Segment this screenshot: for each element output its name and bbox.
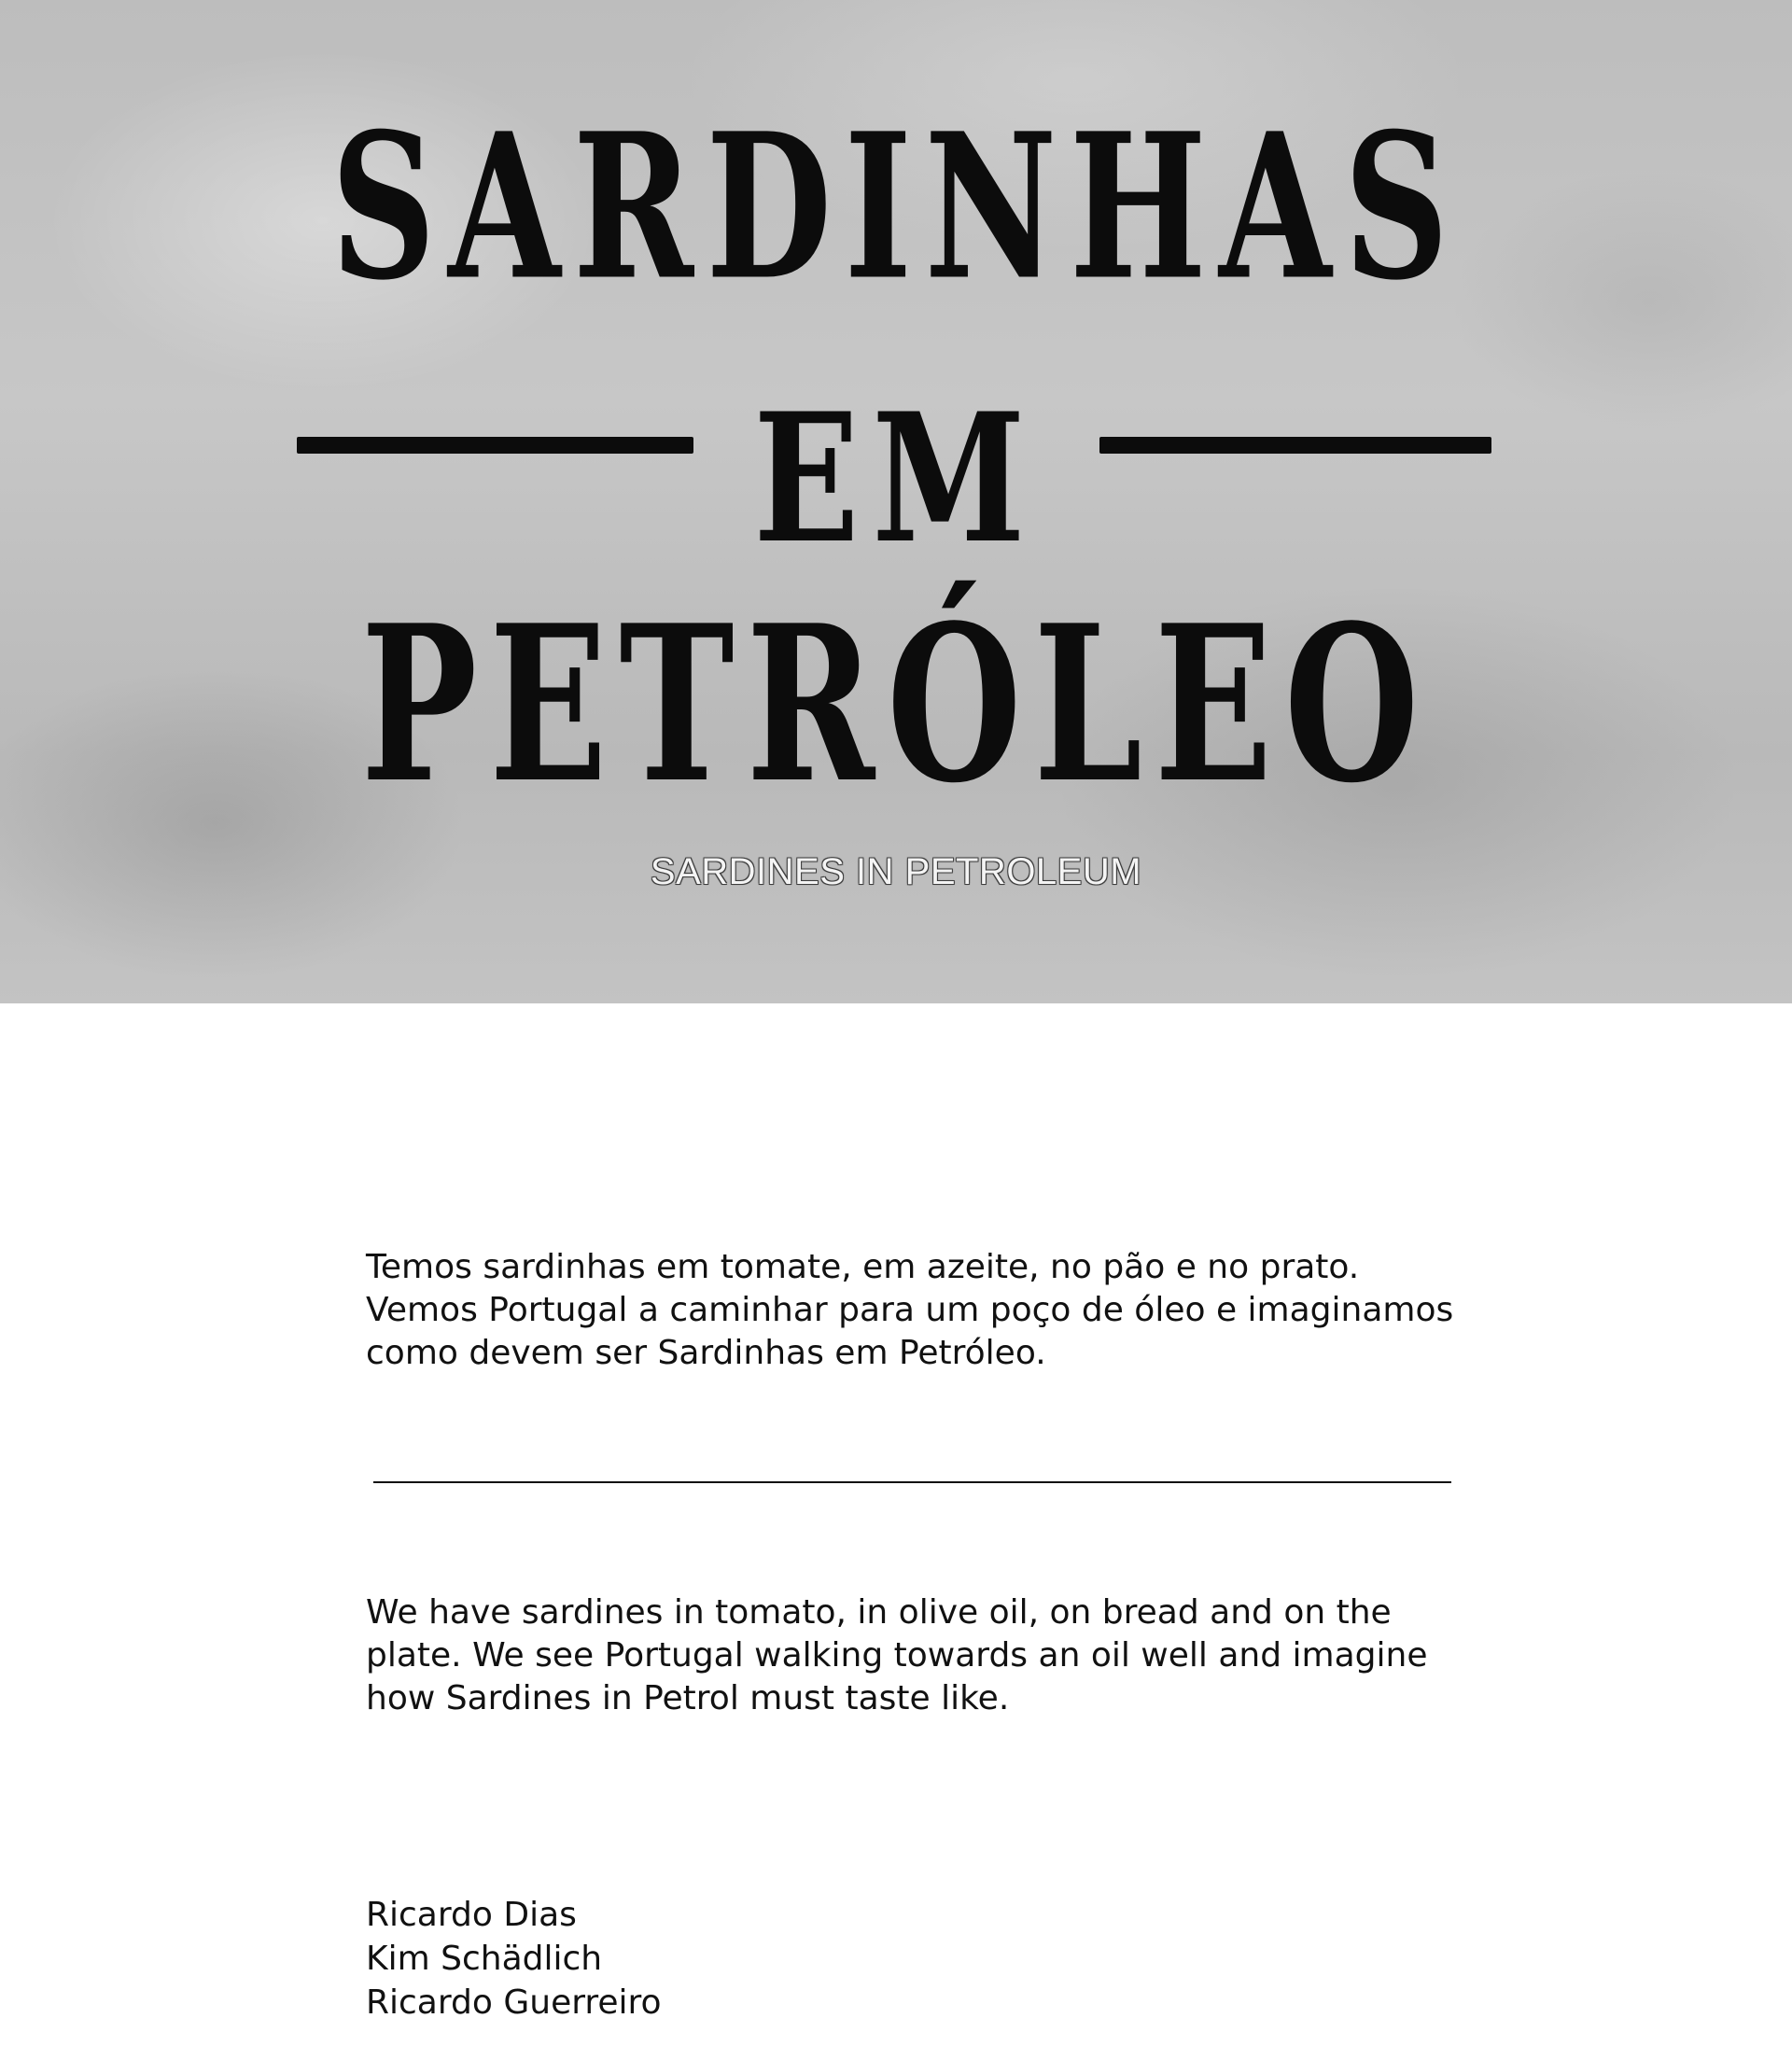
divider	[373, 1481, 1451, 1483]
credit-name: Kim Schädlich	[366, 1940, 603, 1978]
credit-name: Ricardo Dias	[366, 1896, 577, 1934]
credit-name: Ricardo Guerreiro	[366, 1983, 662, 2022]
title-petroleo: PETRÓLEO	[360, 579, 1432, 831]
title-dash-right	[1099, 437, 1491, 454]
hero-subtitle: SARDINES IN PETROLEUM	[650, 851, 1142, 892]
description-portuguese: Temos sardinhas em tomate, em azeite, no pão e no prato. Vemos Portugal a caminhar para um poço de óleo e imaginamos como devem ser Sardinhas em Petróleo.	[366, 1248, 1454, 1372]
title-sardinhas: SARDINHAS	[330, 89, 1462, 325]
credits-list	[366, 1893, 662, 2025]
hero-banner	[0, 0, 1792, 1003]
description-english: We have sardines in tomato, in olive oil, on bread and on the plate. We see Portugal walking towards an oil well and imagine how Sardines in Petrol must taste like.	[366, 1593, 1428, 1717]
title-em: EM	[753, 374, 1039, 582]
